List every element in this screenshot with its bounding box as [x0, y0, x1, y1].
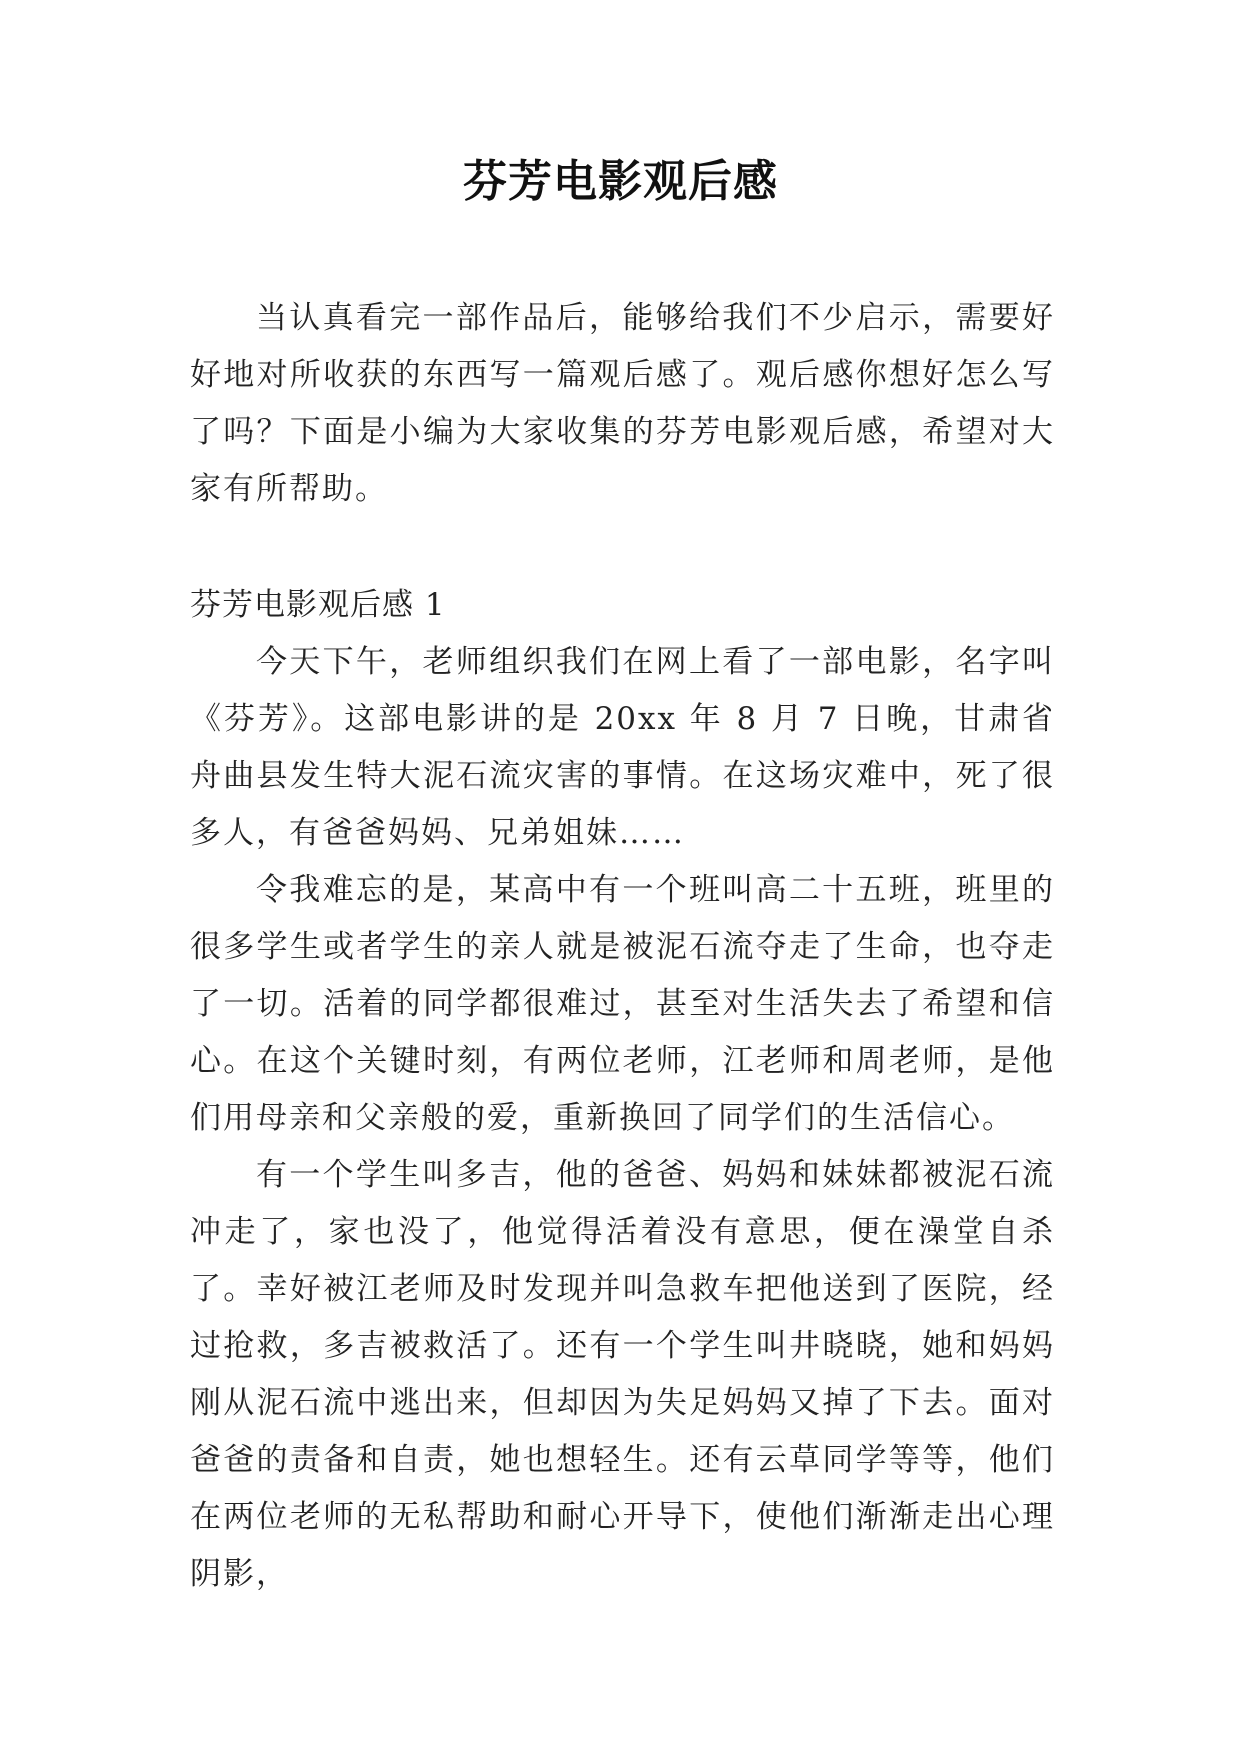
paragraph-3: 有一个学生叫多吉，他的爸爸、妈妈和妹妹都被泥石流冲走了，家也没了，他觉得活着没有意思，便在澡堂自杀了。幸好被江老师及时发现并叫急救车把他送到了医院，经过抢救，多吉被救活了。还有一个学生叫井晓晓，她和妈妈刚从泥石流中逃出来，但却因为失足妈妈又掉了下去。面对爸爸的责备和自责，她也想轻生。还有云草同学等等，他们在两位老师的无私帮助和耐心开导下，使他们渐渐走出心理阴影，: [190, 1157, 1055, 1592]
paragraph-1: 今天下午，老师组织我们在网上看了一部电影，名字叫《芬芳》。这部电影讲的是 20xx 年 8 月 7 日晚，甘肃省舟曲县发生特大泥石流灾害的事情。在这场灾难中，死了很多人，有爸爸妈妈、兄弟姐妹……: [190, 644, 1055, 851]
intro-paragraph: 当认真看完一部作品后，能够给我们不少启示，需要好好地对所收获的东西写一篇观后感了。观后感你想好怎么写了吗？下面是小编为大家收集的芬芳电影观后感，希望对大家有所帮助。: [190, 300, 1055, 507]
intro-block: [190, 290, 1055, 518]
section-body: [190, 634, 1055, 1603]
section-heading: 芬芳电影观后感 1: [190, 587, 446, 623]
document-title: 芬芳电影观后感: [463, 156, 778, 207]
paragraph-2: 令我难忘的是，某高中有一个班叫高二十五班，班里的很多学生或者学生的亲人就是被泥石流夺走了生命，也夺走了一切。活着的同学都很难过，甚至对生活失去了希望和信心。在这个关键时刻，有两位老师，江老师和周老师，是他们用母亲和父亲般的爱，重新换回了同学们的生活信心。: [190, 872, 1055, 1136]
